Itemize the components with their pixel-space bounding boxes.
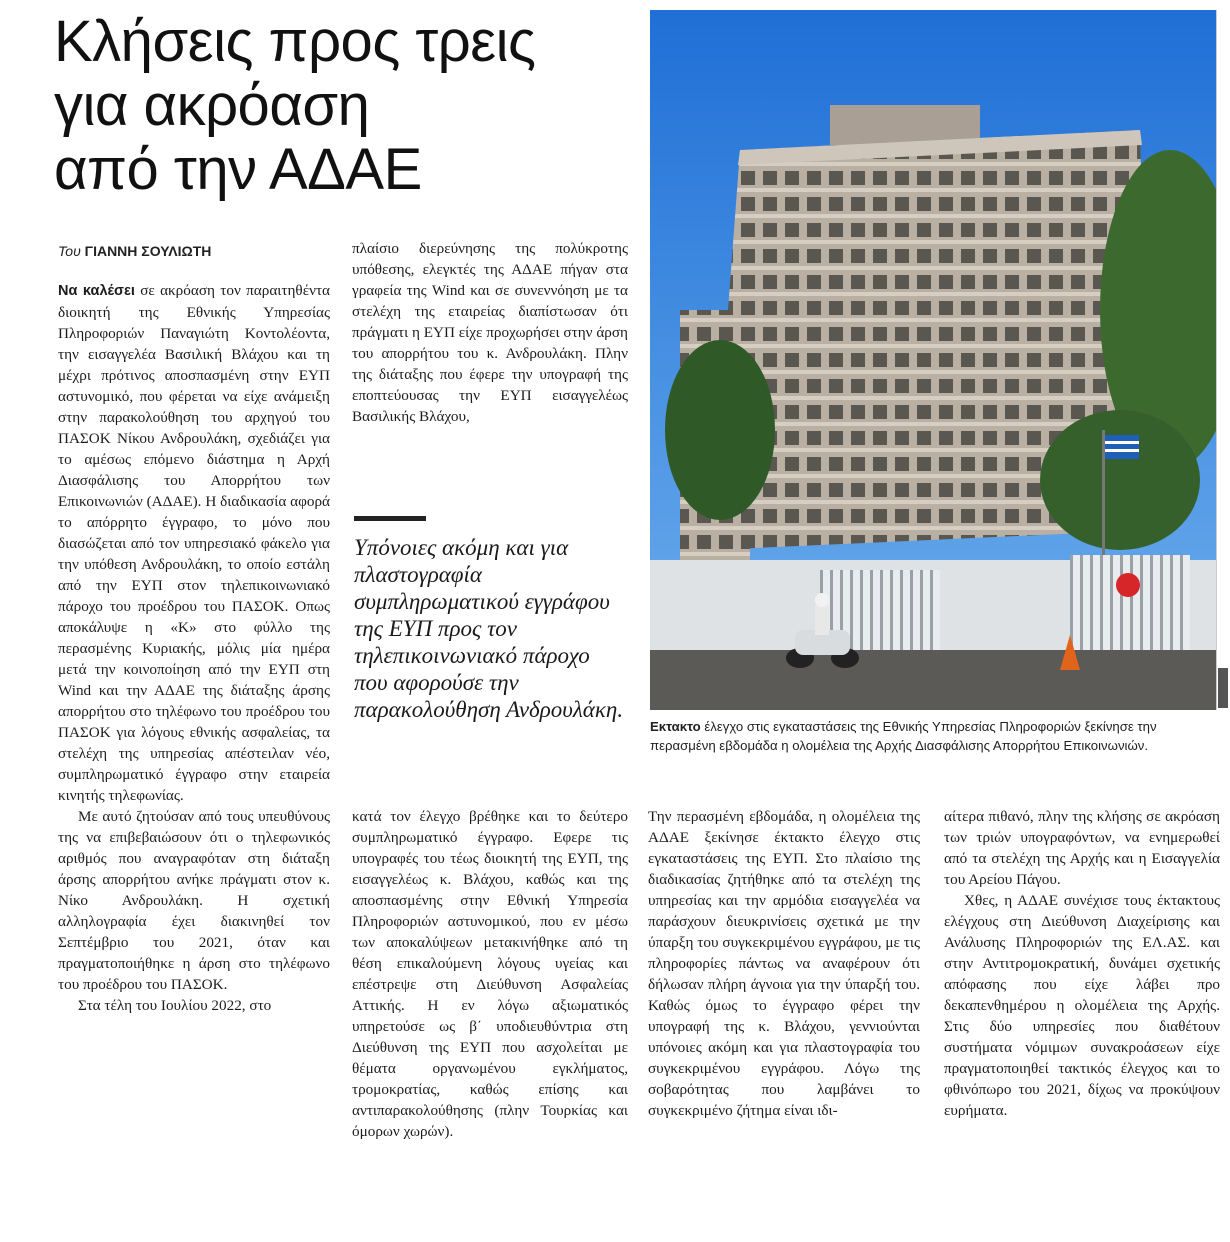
paragraph: αίτερα πιθανό, πλην της κλήσης σε ακρόαση των τριών υπογραφόντων, να ενημερωθεί από τα στελέχη της Αρχής και η Εισαγγελία του Αρείου Πάγου. [944,808,1220,888]
photo-credit-strip [1218,668,1228,708]
article-column-2-bottom [352,806,628,1142]
article-column-2-top [352,238,628,427]
byline [58,243,211,259]
paragraph-text: σε ακρόαση τον παραιτηθέντα διοικητή της Εθνικής Υπηρεσίας Πληροφοριών Παναγιώτη Κοντολέοντα, την εισαγγελέα Βασιλική Βλάχου και τη μέχρι πρότινος αποσπασμένη στην ΕΥΠ αστυνομικό, που φέρεται να είχε ανάμειξη στην παρακολούθηση του αρχηγού του ΠΑΣΟΚ Νίκου Ανδρουλάκη, σχεδιάζει για το αμέσως επόμενο διάστημα η Αρχή Διασφάλισης του Απορρήτου των Επικοινωνιών (ΑΔΑΕ). Η διαδικασία αφορά το απόρρητο έγγραφο, το μόνο που διασώζεται από τον υπηρεσιακό φάκελο για την υπόθεση Ανδρουλάκη, το οποίο εστάλη από την ΕΥΠ στον τηλεπικοινωνιακό πάροχο του προέδρου του ΠΑΣΟΚ. Οπως αποκάλυψε η «Κ» στο φύλλο της περασμένης Κυριακής, μόλις μία ημέρα μετά την κοινοποίηση από την ΕΥΠ στη Wind και την ΑΔΑΕ της διάταξης άρσης απορρήτου στο τηλέφωνο του προέδρου του ΠΑΣΟΚ για λόγους εθνικής ασφαλείας, τα στελέχη της υπηρεσίας απέστειλαν νέο, συμπληρωματικό έγγραφο στην εταιρεία κινητής τηλεφωνίας. [58,282,330,804]
byline-prefix: Του [58,243,81,259]
article-column-4 [944,806,1220,1121]
paragraph: κατά τον έλεγχο βρέθηκε και το δεύτερο συμπληρωματικό έγγραφο. Εφερε τις υπογραφές του τέως διοικητή της ΕΥΠ, της εισαγγελέως κ. Βλάχου, καθώς και της αποσπασμένης στην Εθνική Υπηρεσία Πληροφοριών αστυνομικού, που εν μέσω των αποκαλύψεων μετακινήθηκε από τη θέση επικαλούμενη λόγους υγείας και επέστρεψε στη Διεύθυνση Ασφαλείας Αττικής. Η εν λόγω αξιωματικός υπηρετούσε ως β΄ υποδιευθύντρια στη Διεύθυνση της ΕΥΠ που ασχολείται με θέματα οργανωμένου εγκλήματος, τρομοκρατίας, καθώς επίσης και αντιπαρακολούθησης (πλην Τουρκίας και όμορων χωρών). [352,808,628,1140]
building-photo [650,10,1217,710]
headline-line-1: Κλήσεις προς τρεις [54,9,536,74]
paragraph: πλαίσιο διερεύνησης της πολύκροτης υπόθεσης, ελεγκτές της ΑΔΑΕ πήγαν στα γραφεία της Wind και σε συνεννόηση με τα στελέχη της εταιρείας διαπίστωσαν ότι πράγματι η ΕΥΠ είχε προχωρήσει στην άρση του απορρήτου του κ. Ανδρουλάκη. Πλην της διάταξης που έφερε την υπογραφή της εποπτεύουσας την ΕΥΠ εισαγγελέως Βασιλικής Βλάχου, [352,240,628,425]
caption-lead: Εκτακτο [650,719,701,734]
paragraph: Την περασμένη εβδομάδα, η ολομέλεια της ΑΔΑΕ ξεκίνησε έκτακτο έλεγχο στις εγκαταστάσεις της ΕΥΠ. Στο πλαίσιο της διαδικασίας ζητήθηκε από τα στελέχη της υπηρεσίας και την αρμόδια εισαγγελέα να παράσχουν διευκρινίσεις σχετικά με την ύπαρξη του συγκεκριμένου εγγράφου, με τις πληροφορίες πάντως να αναφέρουν ότι δήλωσαν πλήρη άγνοια για την ύπαρξή του. Καθώς όμως το έγγραφο φέρει την υπογραφή της κ. Βλάχου, γεννιούνται υπόνοιες ακόμη και για πλαστογραφία του συγκεκριμένου εγγράφου. Λόγω της σοβαρότητας που λαμβάνει το συγκεκριμένο ζήτημα είναι ιδι- [648,808,920,1119]
pullquote: Υπόνοιες ακόμη και για πλαστογραφία συμπληρωματικού εγγράφου της ΕΥΠ προς τον τηλεπικοινωνιακό πάροχο που αφορούσε την παρακολούθηση Ανδρουλάκη. [354,535,624,722]
headline-line-2: για ακρόαση [54,73,370,138]
paragraph: Χθες, η ΑΔΑΕ συνέχισε τους έκτακτους ελέγχους στη Διεύθυνση Διαχείρισης και Ανάλυσης Πληροφοριών της ΕΛ.ΑΣ. και στην Αντιτρομοκρατική, δυνάμει σχετικής απόφασης που είχε λάβει προ δεκαπενθημέρου η ολομέλεια της Αρχής. Στις δύο υπηρεσίες που διαθέτουν συστήματα νόμιμων συνακροάσεων είχε πραγματοποιηθεί τακτικός έλεγχος και το φθινόπωρο του 2021, δίχως να προκύψουν ευρήματα. [944,892,1220,1119]
byline-author: ΓΙΑΝΝΗ ΣΟΥΛΙΩΤΗ [84,243,212,259]
headline-line-3: από την ΑΔΑΕ [54,137,422,202]
article-column-3 [648,806,920,1121]
paragraph [58,280,330,806]
caption-text: έλεγχο στις εγκαταστάσεις της Εθνικής Υπηρεσίας Πληροφοριών ξεκίνησε την περασμένη εβδομάδα η ολομέλεια της Αρχής Διασφάλισης Απορρήτου Επικοινωνιών. [650,719,1157,753]
article-column-1 [58,280,330,1016]
paragraph: Με αυτό ζητούσαν από τους υπευθύνους της να επιβεβαιώσουν ότι ο τηλεφωνικός αριθμός που αναγραφόταν στη διάταξη άρσης απορρήτου ανήκε πράγματι στον κ. Νίκο Ανδρουλάκη. Η σχετική αλληλογραφία έχει διακινηθεί τον Σεπτέμβριο του 2021, όταν και πραγματοποιήθηκε η άρση στο τηλέφωνο του προέδρου του ΠΑΣΟΚ. [58,808,330,993]
paragraph: Στα τέλη του Ιουλίου 2022, στο [78,997,272,1014]
lead-words: Να καλέσει [58,283,135,299]
photo-caption [650,717,1216,755]
article-headline [54,10,614,202]
pullquote-rule [354,516,426,521]
